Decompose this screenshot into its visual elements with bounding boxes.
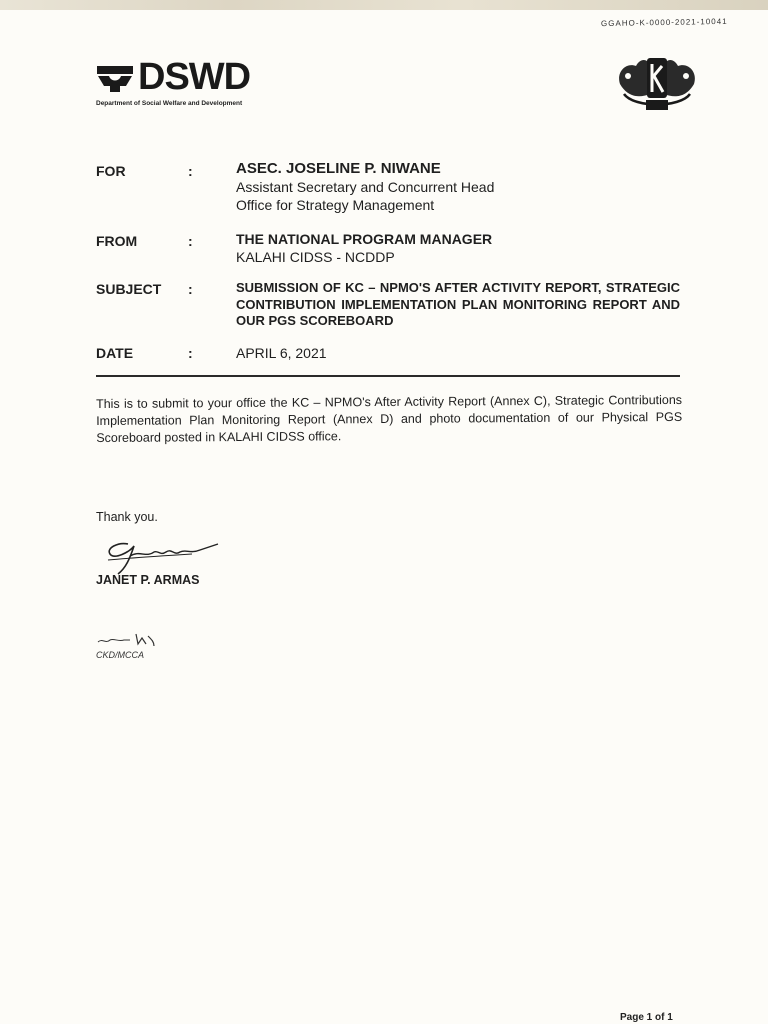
from-colon: : bbox=[188, 233, 193, 249]
subject-label: SUBJECT bbox=[96, 281, 162, 297]
page-number: Page 1 of 1 bbox=[620, 1012, 673, 1023]
recipient-name: ASEC. JOSELINE P. NIWANE bbox=[236, 160, 441, 177]
signer-name: JANET P. ARMAS bbox=[96, 573, 200, 587]
sender-program: KALAHI CIDSS - NCDDP bbox=[236, 249, 395, 265]
kalahi-seal-icon bbox=[614, 54, 700, 116]
from-value bbox=[236, 230, 680, 266]
dswd-emblem-icon bbox=[96, 64, 134, 94]
reference-initials: CKD/MCCA bbox=[96, 650, 145, 660]
recipient-office: Office for Strategy Management bbox=[236, 197, 435, 213]
subject-value: SUBMISSION OF KC – NPMO'S AFTER ACTIVITY REPORT, STRATEGIC CONTRIBUTION IMPLEMENTATION PLAN MONITORING REPORT AND OUR PGS SCOREBOARD bbox=[236, 280, 680, 328]
from-label: FROM bbox=[96, 233, 138, 249]
date-label: DATE bbox=[96, 345, 134, 361]
memo-for-row bbox=[96, 160, 680, 216]
logo-subtitle: Department of Social Welfare and Development bbox=[96, 100, 243, 107]
closing-text: Thank you. bbox=[96, 510, 158, 524]
handwritten-initials bbox=[96, 630, 160, 648]
handwritten-signature bbox=[100, 536, 220, 576]
body-paragraph: This is to submit to your office the KC – NPMO's After Activity Report (Annex C), Strategic Contributions Implementation Plan Monitoring Report (Annex D) and photo documentation of our Physical PGS Scoreboard posted in KALAHI CIDSS office. bbox=[96, 392, 683, 445]
for-label: FOR bbox=[96, 163, 126, 179]
scan-edge bbox=[0, 0, 768, 10]
logo-wordmark: DSWD bbox=[138, 56, 251, 98]
recipient-position: Assistant Secretary and Concurrent Head bbox=[236, 179, 495, 195]
memo-subject-row bbox=[96, 280, 680, 332]
memo-from-row bbox=[96, 230, 680, 270]
memo-date-row bbox=[96, 344, 680, 364]
sender-title: THE NATIONAL PROGRAM MANAGER bbox=[236, 231, 493, 247]
date-value: APRIL 6, 2021 bbox=[236, 345, 327, 361]
header-divider bbox=[96, 375, 680, 377]
for-colon: : bbox=[188, 163, 193, 179]
subject-colon: : bbox=[188, 281, 193, 297]
for-value bbox=[236, 160, 680, 214]
dswd-logo bbox=[96, 58, 296, 114]
date-colon: : bbox=[188, 345, 193, 361]
scan-reference-number: GGAHO-K-0000-2021-10041 bbox=[601, 16, 729, 29]
